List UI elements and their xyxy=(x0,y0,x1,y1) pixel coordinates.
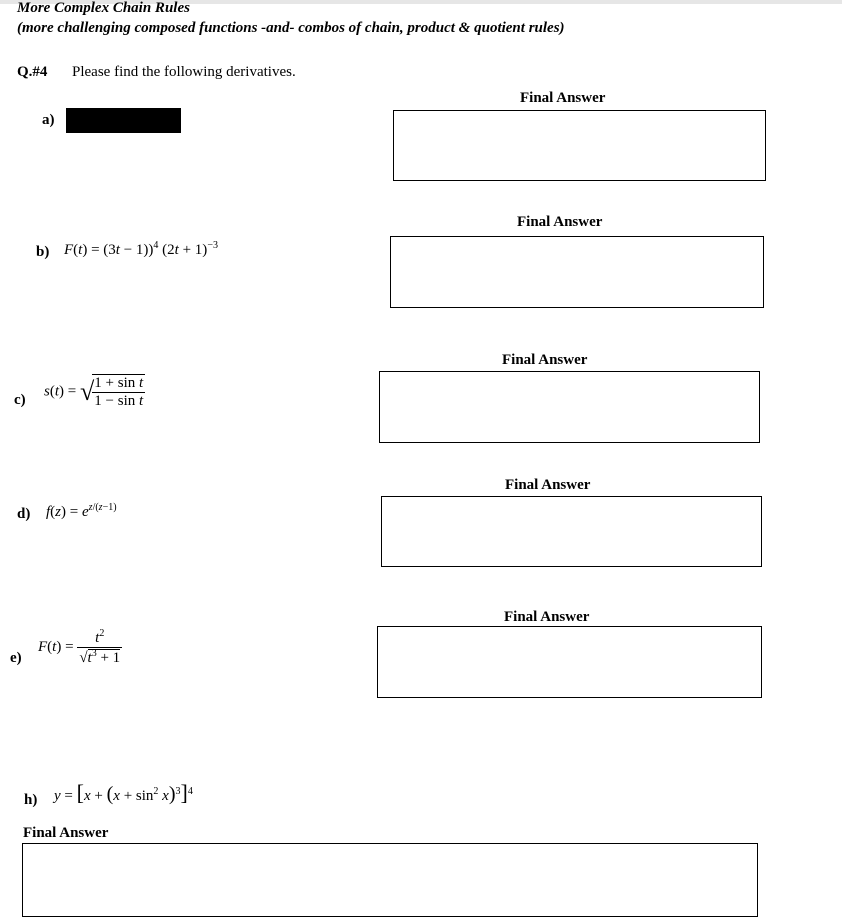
final-answer-label-d: Final Answer xyxy=(505,477,591,493)
final-answer-label-c: Final Answer xyxy=(502,352,588,368)
question-prompt: Please find the following derivatives. xyxy=(72,64,296,80)
page-title: More Complex Chain Rules xyxy=(17,0,190,16)
problem-b-expression: F(t) = (3t − 1))$^4$ $(2t + 1)^{-3}$ xyxy=(64,240,218,258)
problem-h-label: h) xyxy=(24,792,38,808)
answer-box-c[interactable] xyxy=(379,371,760,443)
problem-c-expression: s(t) = √ $\frac{\text{1 + sin t}}{\text{1 − sin t}}$ xyxy=(44,375,144,409)
answer-box-e[interactable] xyxy=(377,626,762,698)
final-answer-label-b: Final Answer xyxy=(517,214,603,230)
answer-box-b[interactable] xyxy=(390,236,764,308)
final-answer-label-e: Final Answer xyxy=(504,609,590,625)
final-answer-label-a: Final Answer xyxy=(520,90,606,106)
answer-box-h[interactable] xyxy=(22,843,758,917)
problem-d-expression: $f(z) = e^{z/(z-1)}$ xyxy=(46,502,117,520)
problem-c-label: c) xyxy=(14,392,26,408)
redacted-expression xyxy=(66,108,181,133)
problem-d-label: d) xyxy=(17,506,31,522)
answer-box-d[interactable] xyxy=(381,496,762,567)
problem-e-label: e) xyxy=(10,650,22,666)
answer-box-a[interactable] xyxy=(393,110,766,181)
problem-e-expression: F(t) = $\frac{t^2}{√t^3 + 1}$ xyxy=(38,628,121,666)
problem-h-expression: $y = [x + (x + \sin^2 x)^3]^4$ xyxy=(54,780,193,805)
final-answer-label-h: Final Answer xyxy=(23,825,109,841)
question-number: Q.#4 xyxy=(17,64,48,80)
problem-b-label: b) xyxy=(36,244,50,260)
problem-a-label: a) xyxy=(42,112,55,128)
page-subtitle: (more challenging composed functions -and- combos of chain, product & quotient rules) xyxy=(17,20,565,36)
